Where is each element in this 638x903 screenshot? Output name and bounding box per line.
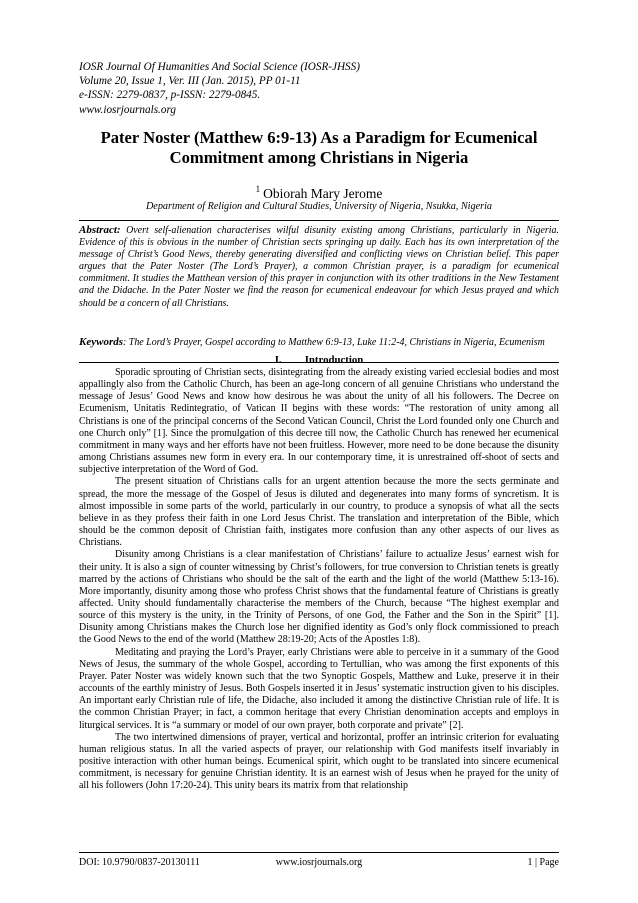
author-affiliation: Department of Religion and Cultural Studies, University of Nigeria, Nsukka, Nigeria <box>145 201 493 212</box>
paragraph: Meditating and praying the Lord’s Prayer, early Christians were able to perceive in it a summary of the Good News of Jesus, the summary of the whole Gospel, according to Tertullian, who was among the first exponents of this Prayer. Pater Noster was widely known such that the two Synoptic Gospels, Matthew and Luke, preserve it in their accounts of the earthly ministry of Jesus. Both Gospels inserted it in Jesus’ systematic instruction given to his disciples. An important early Christian rule of life, the Didache, also included it among the distinctive Christian rule of life. It is the common Christian Prayer; in fact, a common heritage that every Christian denomination accepts and employs in liturgical services. It is “a summary or model of our own prayer, both corporate and private” [2]. <box>79 646 559 731</box>
journal-name: IOSR Journal Of Humanities And Social Science (IOSR-JHSS) <box>79 61 360 73</box>
footer-page-number: 1 | Page <box>527 857 559 868</box>
section-heading <box>79 354 559 367</box>
paper-title-line-1: Pater Noster (Matthew 6:9-13) As a Paradigm for Ecumenical <box>100 128 538 147</box>
footer-rule <box>79 852 559 853</box>
paper-title-line-2: Commitment among Christians in Nigeria <box>169 148 469 167</box>
journal-website[interactable]: www.iosrjournals.org <box>79 103 176 116</box>
journal-issn: e-ISSN: 2279-0837, p-ISSN: 2279-0845. <box>79 89 261 102</box>
author-line <box>60 181 578 202</box>
page-footer <box>79 856 559 870</box>
section-number: I. <box>274 354 282 366</box>
abstract-top-rule <box>79 220 559 221</box>
keywords-text: : The Lord’s Prayer, Gospel according to Matthew 6:9-13, Luke 11:2-4, Christians in Nigeria, Ecumenism <box>123 337 545 348</box>
footer-website[interactable]: www.iosrjournals.org <box>275 857 363 868</box>
paragraph: Disunity among Christians is a clear manifestation of Christians’ failure to actualize Jesus’ earnest wish for their unity. It is also a sign of counter witnessing by Christ’s followers, for true conversion to Christian tenets is greatly marred by the actions of Christians who should be the salt of the earth and the light of the world (Matthew 5:13-16). More importantly, disunity among those who profess Christ shows that the fundamental feature of Christians is greatly affected. Unity should fundamentally characterise the members of the Church, because “The highest exemplar and source of this mystery is the unity, in the Trinity of Persons, of one God, the Father and the Son in the Spirit” [1]. Disunity among Christians makes the Church lose her dignified identity as God’s only flock commissioned to preach the Good News to the end of the world (Matthew 28:19-20; Acts of the Apostles 1:8). <box>79 549 559 646</box>
author-affiliation-mark: 1 <box>255 184 261 194</box>
keywords-label: Keywords <box>79 336 123 348</box>
paragraph: The present situation of Christians calls for an urgent attention because the more the sects germinate and spread, the more the message of the Gospel of Jesus is diluted and degenerates into many forms of syncretism. It is almost impossible in some parts of the world, particularly in our country, to produce a synopsis of what all the sects believe in as they profess their faith in one Lord Jesus Christ. The translation and interpretation of the Bible, which should be the common deposit of Christian faith, instigates more confusion than any other aspects of our lives as Christians. <box>79 476 559 549</box>
paragraph: The two intertwined dimensions of prayer, vertical and horizontal, proffer an intrinsic criterion for evaluating human religious status. In all the varied aspects of prayer, our relationship with God manifests itself invariably in positive interaction with other human beings. Ecumenical spirit, which ought to be translated into sincere ecumenical commitment, is necessary for genuine Christian identity. It is an earnest wish of Jesus when he prayed for the unity of all his followers (John 17:20-24). This unity bears its matrix from that relationship <box>79 731 559 792</box>
keywords <box>79 336 559 349</box>
author-name: Obiorah Mary Jerome <box>263 186 383 201</box>
journal-header <box>79 60 559 117</box>
body-text <box>79 367 559 792</box>
paragraph: Sporadic sprouting of Christian sects, disintegrating from the already existing varied ecclesial bodies and most appallingly also from the Catholic Church, has been an age-long concern of all genuine Christians who understand the message of Jesus’ Good News and know how desirous he was about the unity of all his followers. The Decree on Ecumenism, Unitatis Redintegratio, of Vatican II begins with these words: “The restoration of unity among all Christians is one of the principal concerns of the Second Vatican Council, Christ the Lord founded only one Church and one Church only” [1]. Since the promulgation of this decree till now, the Catholic Church has renewed her ecumenical commitment in many ways and her efforts have not been fruitless. However, more need to be done because the disunity among Christians assumes new form in every era. In our contemporary time, it is unrestrained off-shoot of sects and subjective interpretation of the Word of God. <box>79 367 559 476</box>
abstract <box>79 224 559 310</box>
abstract-label: Abstract: <box>79 224 121 236</box>
footer-doi: DOI: 10.9790/0837-20130111 <box>79 857 200 868</box>
section-title: Introduction <box>304 354 364 366</box>
journal-volume: Volume 20, Issue 1, Ver. III (Jan. 2015), PP 01-11 <box>79 75 301 88</box>
abstract-text: Overt self-alienation characterises wilful disunity existing among Christians, particularly in Nigeria. Evidence of this is obvious in the number of Christian sects springing up daily. Each has its own interpretation of the message of Christ’s Good News, thereby generating diversified and conflicting views on Christian belief. This paper argues that the Pater Noster (The Lord’s Prayer), a common Christian prayer, is a paradigm for ecumenical commitment. It studies the Matthean version of this prayer in conjunction with its other traditions in the New Testament and the Didache. In the Pater Noster we find the reason for ecumenical endeavour for which Jesus prayed and which should be a concern of all Christians. <box>79 225 559 309</box>
paper-title <box>60 128 578 168</box>
